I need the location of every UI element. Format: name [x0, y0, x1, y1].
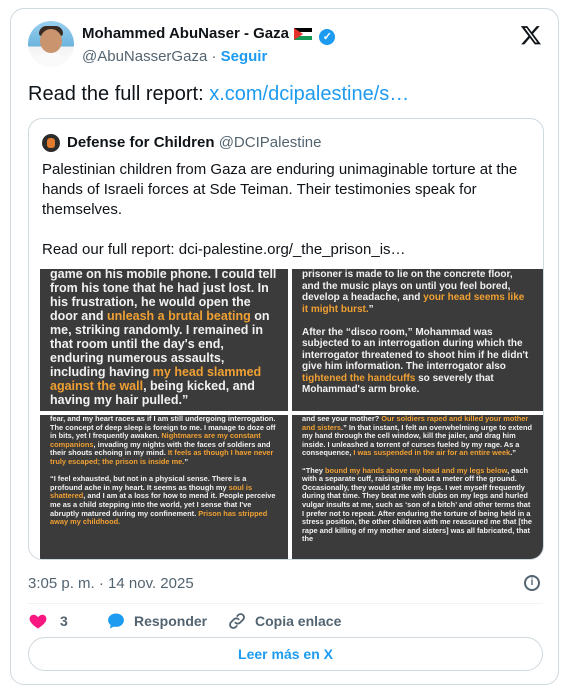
image-text: .” In that instant, I felt an overwhelming urge to extend my hand through the cell window, kill the jailer, and drag him inside. I unleashed a torrent of curses fueled by my rage. As a consequence, — [302, 422, 532, 458]
quoted-author-name[interactable]: Defense for Children — [67, 134, 215, 151]
follow-button[interactable]: Seguir — [220, 48, 268, 65]
media-grid — [40, 269, 543, 559]
highlighted-text: I was suspended in the air for an entire week — [353, 448, 511, 458]
media-image-1-text — [40, 269, 288, 407]
copy-link-label: Copia enlace — [255, 613, 342, 629]
image-text: , being kicked, and having my hair pulled.” — [50, 379, 255, 407]
media-image-2-text — [292, 269, 543, 396]
timestamp[interactable]: 3:05 p. m. · 14 nov. 2025 — [28, 575, 194, 592]
image-text: ” After the “disco room,” Mohammad was subjected to an interrogation during which the interrogator threatened to shoot him if he didn't give him information. The interrogator also — [302, 303, 529, 372]
image-text: and see your mother? — [302, 415, 382, 423]
image-text: ” “I feel exhausted, but not in a physical sense. There is a profound ache in my heart. It seems as though my — [50, 456, 247, 492]
reply-bubble-icon — [106, 611, 126, 631]
handle-separator: · — [211, 48, 217, 65]
image-text: prisoner is made to lie on the concrete floor, and the music plays on until you feel bored, develop a headache, and — [302, 269, 513, 303]
image-text: , and I am at a loss for how to mend it. People perceive me as a child stepping into the world, yet I sense that I've abruptly matured during my confinement. — [50, 491, 276, 518]
highlighted-text: my head slammed against the wall — [50, 365, 262, 393]
highlighted-text: Nightmares are my constant companions — [50, 431, 261, 449]
image-text: , invading my nights with the faces of soldiers and their shouts echoing in my mind. — [50, 439, 271, 458]
tweet-card — [10, 8, 559, 685]
highlighted-text: Our soldiers raped and killed your mother and sisters — [302, 415, 529, 432]
media-image-4[interactable] — [292, 415, 543, 559]
author-handle-row — [82, 48, 267, 65]
author-avatar[interactable] — [28, 21, 74, 67]
image-text: on me, striking randomly. I remained in that room until the day's end, enduring numerous assaults, including having — [50, 309, 270, 379]
like-count: 3 — [60, 613, 68, 629]
media-image-4-text — [292, 415, 543, 544]
author-name[interactable]: Mohammed AbuNaser - Gaza — [82, 25, 289, 42]
highlighted-text: Prison has stripped away my childhood. — [50, 508, 268, 527]
highlighted-text: soul is shattered — [50, 482, 253, 501]
divider — [28, 603, 543, 604]
media-image-2[interactable] — [292, 269, 543, 411]
reply-label: Responder — [134, 613, 208, 629]
image-text: .” “They — [302, 448, 516, 475]
highlighted-text: tightened the handcuffs — [302, 372, 416, 384]
reply-button[interactable] — [106, 611, 207, 631]
quoted-author-row — [67, 134, 321, 151]
highlighted-text: unleash a brutal beating — [106, 309, 251, 323]
quoted-author-handle[interactable]: @DCIPalestine — [218, 134, 322, 151]
image-text: game on his mobile phone. I could tell from his tone that he had just lost. In his frustration, he would open the door and — [50, 269, 277, 323]
heart-icon — [28, 611, 48, 631]
read-more-button[interactable]: Leer más en X — [28, 637, 543, 671]
quoted-tweet[interactable] — [28, 118, 544, 560]
quoted-tweet-text: Palestinian children from Gaza are enduring unimaginable torture at the hands of Israeli forces at Sde Teiman. Their testimonies speak for themselves. Read our full report: dci-palestine.org/_the_prison_is… — [42, 161, 518, 258]
image-text: fear, and my heart races as if I am still undergoing interrogation. The concept of deep sleep is foreign to me. I manage to doze off in bits, yet I frequently awaken. — [50, 415, 276, 441]
highlighted-text: your head seems like it might burst. — [302, 292, 525, 315]
link-icon — [227, 611, 247, 631]
media-image-3-text — [40, 415, 288, 527]
verified-badge-icon: ✓ — [319, 29, 335, 45]
media-image-1[interactable] — [40, 269, 288, 411]
image-text: so severely that Mohammad's arm broke. — [302, 372, 494, 395]
palestine-flag-icon — [294, 28, 312, 40]
copy-link-button[interactable] — [227, 611, 341, 631]
media-image-3[interactable] — [40, 415, 288, 559]
like-button[interactable] — [28, 611, 68, 631]
avatar-shirt — [32, 53, 70, 67]
x-logo-icon[interactable] — [520, 24, 542, 46]
quoted-avatar[interactable] — [42, 134, 60, 152]
info-icon[interactable]: i — [524, 575, 540, 591]
highlighted-text: It feels as though I have never truly escaped; the prison is inside me. — [50, 448, 274, 466]
image-text: , each with a separate cuff, raising me about a meter off the ground. Occasionally, they would strike my legs. I wet myself frequently during that time. They beat me with clubs on my legs and hurled vulgar insults at me, such as ‘son of a bitch’ and other terms that I prefer not to repeat. After enduring the torture of being held in a stress position, the other children with me reassured me that [the rape and killing of my mother and sisters] was all fabricated, that the — [302, 465, 532, 544]
highlighted-text: bound my hands above my head and my legs below — [325, 465, 508, 475]
tweet-text-prefix: Read the full report: — [28, 83, 210, 105]
tweet-link[interactable]: x.com/dcipalestine/s… — [209, 83, 410, 105]
author-name-row[interactable] — [82, 25, 335, 45]
avatar-face — [40, 29, 62, 53]
author-handle[interactable]: @AbuNasserGaza — [82, 48, 208, 65]
tweet-text — [28, 83, 409, 106]
